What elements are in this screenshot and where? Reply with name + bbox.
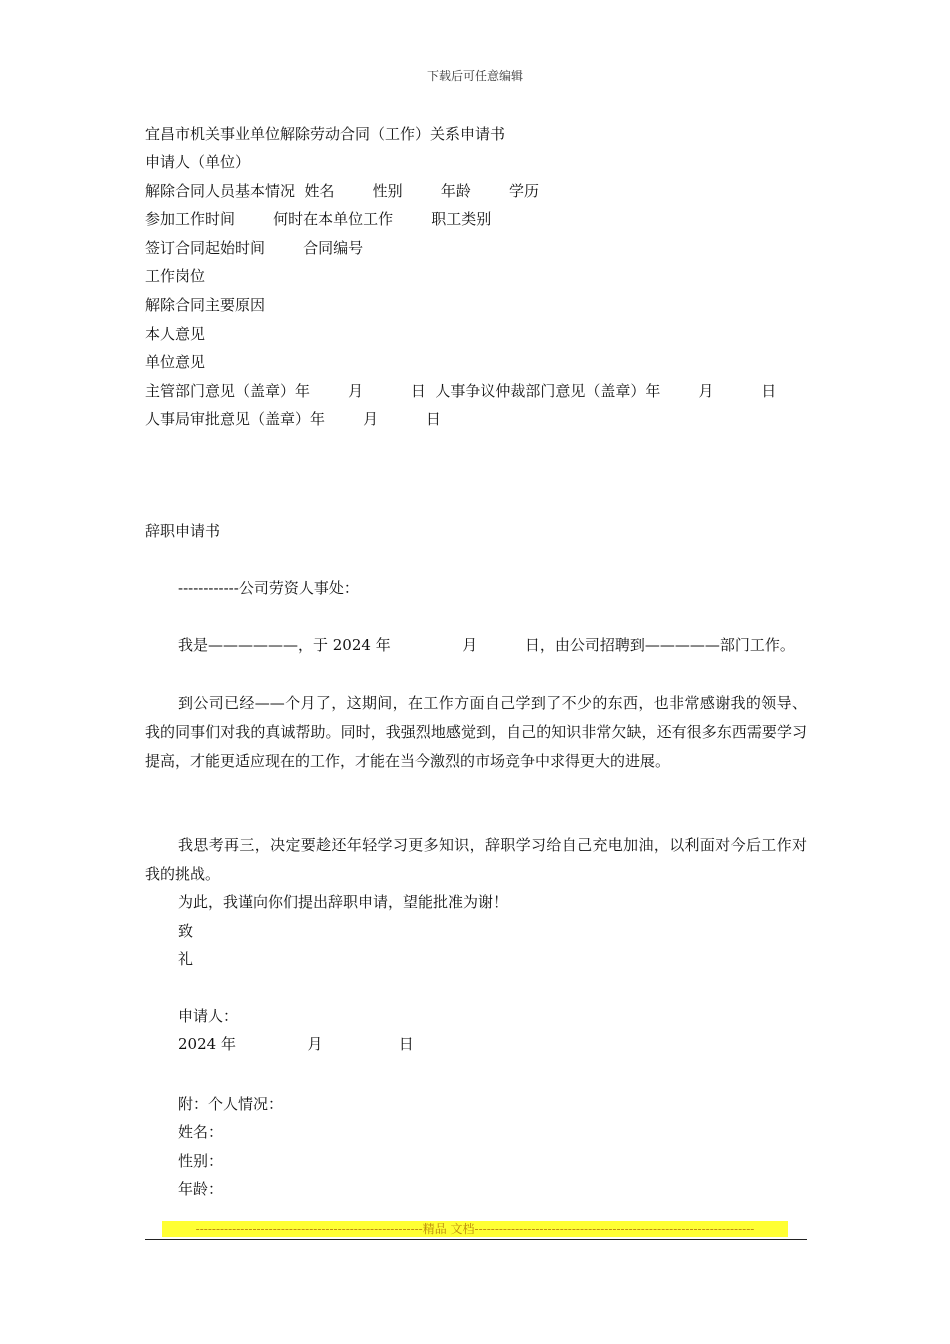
letter-signer: 申请人：	[178, 1007, 239, 1025]
form-basic-info: 解除合同人员基本情况 姓名 性别 年龄 学历	[145, 182, 539, 200]
letter-paragraph-3: 我思考再三，决定要趁还年轻学习更多知识，辞职学习给自己充电加油，以利面对今后工作对我的挑战。	[145, 836, 807, 883]
letter-paragraph-1: 我是——————，于 2024 年 月 日，由公司招聘到—————部门工作。	[178, 636, 795, 654]
letter-paragraph-4: 为此，我谨向你们提出辞职申请，望能批准为谢！	[178, 893, 509, 911]
letter-title: 辞职申请书	[145, 522, 221, 540]
footer-band: --------------------------------------------------------精品 文档---------------------------------------------------------------------	[162, 1221, 788, 1237]
form-post: 工作岗位	[145, 267, 206, 285]
form-contract-start: 签订合同起始时间 合同编号	[145, 239, 364, 257]
header-note: 下载后可任意编辑	[426, 69, 523, 83]
attach-gender: 性别：	[178, 1152, 224, 1170]
letter-closing-2: 礼	[178, 950, 194, 968]
letter-salutation: ------------公司劳资人事处：	[178, 579, 359, 597]
footer-rule	[145, 1239, 807, 1240]
form-title: 宜昌市机关事业单位解除劳动合同（工作）关系申请书	[145, 125, 506, 143]
letter-date: 2024 年 月 日	[178, 1035, 414, 1053]
attach-heading: 附：个人情况：	[178, 1095, 284, 1113]
form-unit-opinion: 单位意见	[145, 353, 206, 371]
form-applicant: 申请人（单位）	[145, 153, 251, 171]
form-dept-opinion: 主管部门意见（盖章）年 月 日 人事争议仲裁部门意见（盖章）年 月 日	[145, 382, 777, 400]
form-self-opinion: 本人意见	[145, 325, 206, 343]
form-reason: 解除合同主要原因	[145, 296, 266, 314]
form-bureau-opinion: 人事局审批意见（盖章）年 月 日	[145, 410, 441, 428]
letter-closing-1: 致	[178, 922, 194, 940]
letter-paragraph-2: 到公司已经——个月了，这期间，在工作方面自己学到了不少的东西，也非常感谢我的领导、我的同事们对我的真诚帮助。同时，我强烈地感觉到，自己的知识非常欠缺，还有很多东西需要学习提高，才能更适应现在的工作，才能在当今激烈的市场竞争中求得更大的进展。	[145, 694, 807, 770]
form-work-time: 参加工作时间 何时在本单位工作 职工类别	[145, 210, 492, 228]
attach-age: 年龄：	[178, 1180, 224, 1198]
attach-name: 姓名：	[178, 1123, 224, 1141]
